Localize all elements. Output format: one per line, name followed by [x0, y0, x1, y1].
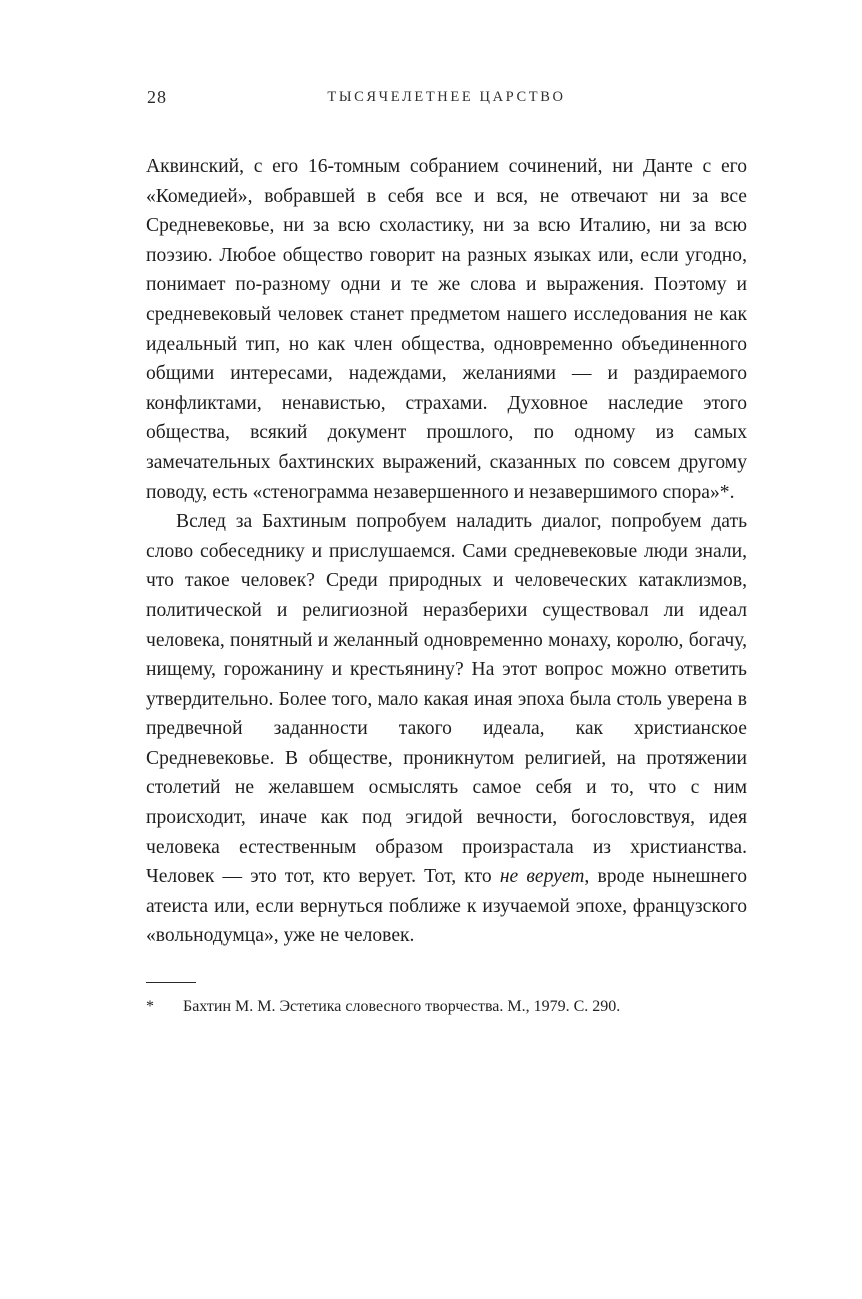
paragraph-1-text: Аквинский, с его 16-томным собранием сочинений, ни Данте с его «Комедией», вобравшей в себя все и вся, не отвечают ни за все Средневековье, ни за всю схоластику, ни за всю Италию, ни за всю поэзию. Любое общество говорит на разных языках или, если угодно, понимает по-разному одни и те же слова и выражения. Поэтому и средневековый человек станет предметом нашего исследования не как идеальный тип, но как член общества, одновременно объединенного общими интересами, надеждами, желаниями — и раздираемого конфликтами, ненавистью, страхами. Духовное наследие этого общества, всякий документ прошлого, по одному из самых замечательных бахтинских выражений, сказанных по совсем другому поводу, есть «стенограмма незавершенного и незавершимого спора»*.	[146, 156, 747, 503]
running-title: ТЫСЯЧЕЛЕТНЕЕ ЦАРСТВО	[327, 89, 566, 105]
page-number: 28	[147, 87, 167, 107]
paragraph-2-text-start: Вслед за Бахтиным попробуем наладить диалог, попробуем дать слово собеседнику и прислушаемся. Сами средневековые люди знали, что такое человек? Среди природных и человеческих катаклизмов, политической и религиозной неразберихи существовал ли идеал человека, понятный и желанный одновременно монаху, королю, богачу, нищему, горожанину и крестьянину? На этот вопрос можно ответить утвердительно. Более того, мало какая иная эпоха была столь уверена в предвечной заданности такого идеала, как христианское Средневековье. В обществе, проникнутом религией, на протяжении столетий не желавшем осмыслять самое себя и то, что с ним происходит, иначе как под эгидой вечности, богословствуя, идея человека естественным образом произрастала из христианства. Человек — это тот, кто верует. Тот, кто	[146, 511, 747, 888]
footnote-text: Бахтин М. М. Эстетика словесного творчества. М., 1979. С. 290.	[183, 998, 621, 1016]
footnote-marker: *	[146, 998, 154, 1016]
footnote	[146, 996, 747, 1018]
footnote-separator	[146, 982, 196, 983]
paragraph-2-italic-phrase: не верует	[499, 866, 585, 888]
paragraph-1	[146, 152, 747, 507]
paragraph-2	[146, 507, 747, 951]
page-header	[146, 86, 747, 110]
paragraph-2-text-end: , вроде нынешнего атеиста или, если вернуться поближе к изучаемой эпохе, французского «вольнодумца», уже не человек.	[146, 866, 747, 947]
page-body	[146, 152, 747, 1018]
